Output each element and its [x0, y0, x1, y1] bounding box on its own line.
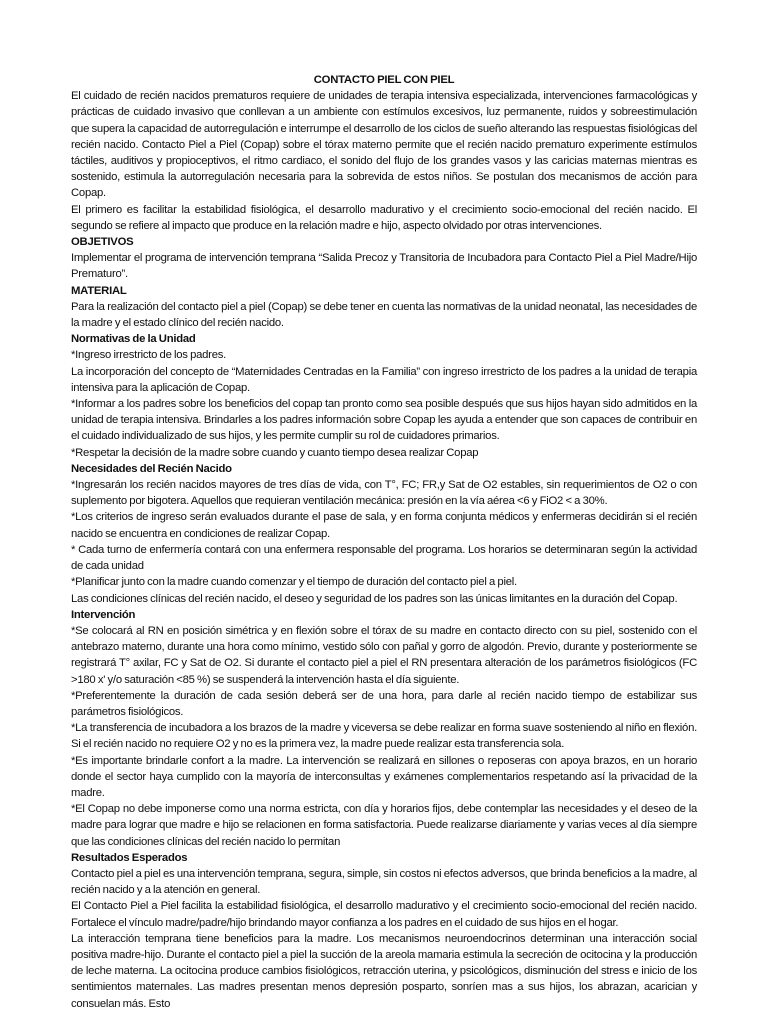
paragraph: La interacción temprana tiene beneficios para la madre. Los mecanismos neuroendocrinos determinan una interacción social positiva madre-hijo. Durante el contacto piel a piel la succión de la areola mamaria estimula la secreción de ocitocina y la producción de leche materna. La ocitocina produce cambios fisiológicos, retracción uterina, y psicológicos, disminución del stress e inicio de los sentimientos maternales. Las madres presentan menos depresión posparto, sonríen mas a sus hijos, los abrazan, acarician y consuelan más. Esto	[71, 932, 697, 1010]
document-page	[71, 72, 697, 1012]
paragraph: *Respetar la decisión de la madre sobre cuando y cuanto tiempo desea realizar Copap	[71, 446, 479, 459]
section-heading: OBJETIVOS	[71, 236, 134, 249]
paragraph: El primero es facilitar la estabilidad fisiológica, el desarrollo madurativo y el crecimiento socio-emocional del recién nacido. El segundo se refiere al impacto que produce en la relación madre e hijo, aspecto olvidado por otras intervenciones.	[71, 203, 697, 232]
document-title: CONTACTO PIEL CON PIEL	[313, 74, 455, 86]
paragraph: *Se colocará al RN en posición simétrica y en flexión sobre el tórax de su madre en contacto directo con su piel, sostenido con el antebrazo materno, durante una hora como mínimo, vestido sólo con pañal y gorro de algodón. Previo, durante y posteriormente se registrará T° axilar, FC y Sat de O2. Si durante el contacto piel a piel el RN presentara alteración de los parámetros fisiológicos (FC >180 x' y/o saturación <85 %) se suspenderá la intervención hasta el día siguiente.	[71, 624, 697, 686]
paragraph: El Contacto Piel a Piel facilita la estabilidad fisiológica, el desarrollo madurativo y el crecimiento socio-emocional del recién nacido. Fortalece el vínculo madre/padre/hijo brindando mayor confianza a los padres en el cuidado de sus hijos en el hogar.	[71, 900, 697, 929]
paragraph: Contacto piel a piel es una intervención temprana, segura, simple, sin costos ni efectos adversos, que brinda beneficios a la madre, al recién nacido y a la atención en general.	[71, 867, 697, 897]
paragraph: Para la realización del contacto piel a piel (Copap) se debe tener en cuenta las normativas de la unidad neonatal, las necesidades de la madre y el estado clínico del recién nacido.	[71, 300, 697, 330]
document-body	[71, 88, 697, 1012]
section-heading: Normativas de la Unidad	[71, 333, 196, 346]
section-heading: Intervención	[71, 608, 136, 621]
paragraph: La incorporación del concepto de “Maternidades Centradas en la Familia” con ingreso irrestricto de los padres a la unidad de terapia intensiva para la aplicación de Copap.	[71, 365, 697, 394]
paragraph: Las condiciones clínicas del recién nacido, el deseo y seguridad de los padres son las únicas limitantes en la duración del Copap.	[71, 592, 678, 605]
paragraph: *La transferencia de incubadora a los brazos de la madre y viceversa se debe realizar en forma suave sosteniendo al niño en flexión. Si el recién nacido no requiere O2 y no es la primera vez, la madre puede realizar esta transferencia sola.	[71, 722, 697, 751]
section-heading: Resultados Esperados	[71, 851, 188, 864]
paragraph: Implementar el programa de intervención temprana “Salida Precoz y Transitoria de Incubadora para Contacto Piel a Piel Madre/Hijo Prematuro”.	[71, 252, 697, 281]
section-heading: MATERIAL	[71, 284, 127, 297]
paragraph: El cuidado de recién nacidos prematuros requiere de unidades de terapia intensiva especializada, intervenciones farmacológicas y prácticas de cuidado invasivo que conllevan a un ambiente con estímulos excesivos, luz permanente, ruidos y sobreestimulación que supera la capacidad de autorregulación e interrumpe el desarrollo de los ciclos de sueño alterando las respuestas fisiológicas del recién nacido. Contacto Piel a Piel (Copap) sobre el tórax materno permite que el recién nacido prematuro experimente estímulos táctiles, auditivos y propioceptivos, el ritmo cardiaco, el sonido del flujo de los grandes vasos y las caricias maternas mientras es sostenido, estimula la autorregulación necesaria para la sobrevida de estos niños. Se postulan dos mecanismos de acción para Copap.	[71, 90, 697, 200]
paragraph: *Los criterios de ingreso serán evaluados durante el pase de sala, y en forma conjunta médicos y enfermeras decidirán si el recién nacido se encuentra en condiciones de realizar Copap.	[71, 511, 697, 540]
paragraph: *Informar a los padres sobre los beneficios del copap tan pronto como sea posible después que sus hijos hayan sido admitidos en la unidad de terapia intensiva. Brindarles a los padres información sobre Copap les ayuda a entender que son capaces de contribuir en el cuidado individualizado de sus hijos, y les permite cumplir su rol de cuidadores primarios.	[71, 398, 697, 443]
paragraph: *Ingreso irrestricto de los padres.	[71, 349, 227, 362]
paragraph: * Cada turno de enfermería contará con una enfermera responsable del programa. Los horarios se determinaran según la actividad de cada unidad	[71, 543, 697, 573]
paragraph: *Ingresarán los recién nacidos mayores de tres días de vida, con T°, FC; FR,y Sat de O2 estables, sin requerimientos de O2 o con suplemento por bigotera. Aquellos que requieran ventilación mecánica: presión en la vía aérea <6 y FiO2 < a 30%.	[71, 479, 697, 508]
section-heading: Necesidades del Recién Nacido	[71, 462, 232, 475]
paragraph: *Planificar junto con la madre cuando comenzar y el tiempo de duración del contacto piel a piel.	[71, 576, 517, 589]
paragraph: *Preferentemente la duración de cada sesión deberá ser de una hora, para darle al recién nacido tiempo de estabilizar sus parámetros fisiológicos.	[71, 689, 697, 718]
paragraph: *El Copap no debe imponerse como una norma estricta, con día y horarios fijos, debe contemplar las necesidades y el deseo de la madre para lograr que madre e hijo se relacionen en forma satisfactoria. Puede realizarse diariamente y varias veces al día siempre que las condiciones clínicas del recién nacido lo permitan	[71, 803, 697, 848]
paragraph: *Es importante brindarle confort a la madre. La intervención se realizará en sillones o reposeras con apoya brazos, en un horario donde el sector haya cumplido con la mayoría de interconsultas y exámenes complementarios respetando así la privacidad de la madre.	[71, 754, 697, 799]
